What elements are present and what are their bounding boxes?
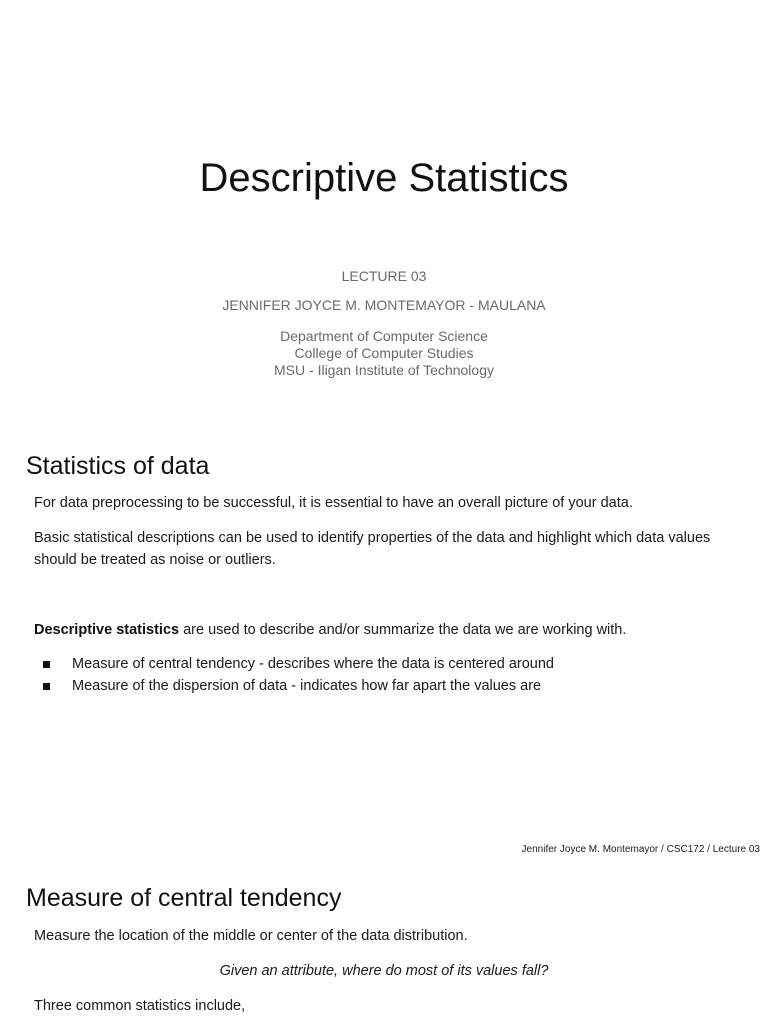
- italic-question: Given an attribute, where do most of its values fall?: [219, 963, 549, 979]
- paragraph: [34, 619, 734, 641]
- bullet-list: [34, 653, 554, 697]
- list-item: [34, 675, 554, 697]
- paragraph: Basic statistical descriptions can be used to identify properties of the data and highlight which data values should be treated as noise or outliers.: [34, 530, 711, 568]
- affiliation-institute: MSU - Iligan Institute of Technology: [274, 362, 494, 378]
- affiliation-department: Department of Computer Science: [280, 328, 488, 344]
- square-bullet-icon: [43, 661, 50, 668]
- list-item: [34, 653, 554, 675]
- bold-term: Descriptive statistics: [34, 622, 180, 638]
- list-item-text: Measure of central tendency - describes where the data is centered around: [72, 656, 554, 672]
- central-tendency-slide: [0, 864, 768, 1024]
- slide-title: Descriptive Statistics: [199, 156, 569, 200]
- section-heading: Statistics of data: [26, 452, 210, 480]
- affiliation-college: College of Computer Studies: [294, 345, 474, 361]
- lecture-number: LECTURE 03: [341, 268, 427, 284]
- paragraph: Three common statistics include,: [34, 998, 246, 1014]
- paragraph: Measure the location of the middle or center of the data distribution.: [34, 928, 468, 944]
- paragraph: For data preprocessing to be successful, it is essential to have an overall picture of your data.: [34, 495, 633, 511]
- slide-footer: Jennifer Joyce M. Montemayor / CSC172 / Lecture 03: [521, 844, 760, 855]
- paragraph-text: are used to describe and/or summarize the data we are working with.: [179, 622, 627, 638]
- title-slide: [0, 0, 768, 432]
- list-item-text: Measure of the dispersion of data - indicates how far apart the values are: [72, 678, 542, 694]
- author-name: JENNIFER JOYCE M. MONTEMAYOR - MAULANA: [222, 297, 546, 313]
- statistics-of-data-slide: [0, 432, 768, 864]
- section-heading: Measure of central tendency: [26, 884, 342, 912]
- square-bullet-icon: [43, 683, 50, 690]
- affiliation-block: [0, 328, 768, 379]
